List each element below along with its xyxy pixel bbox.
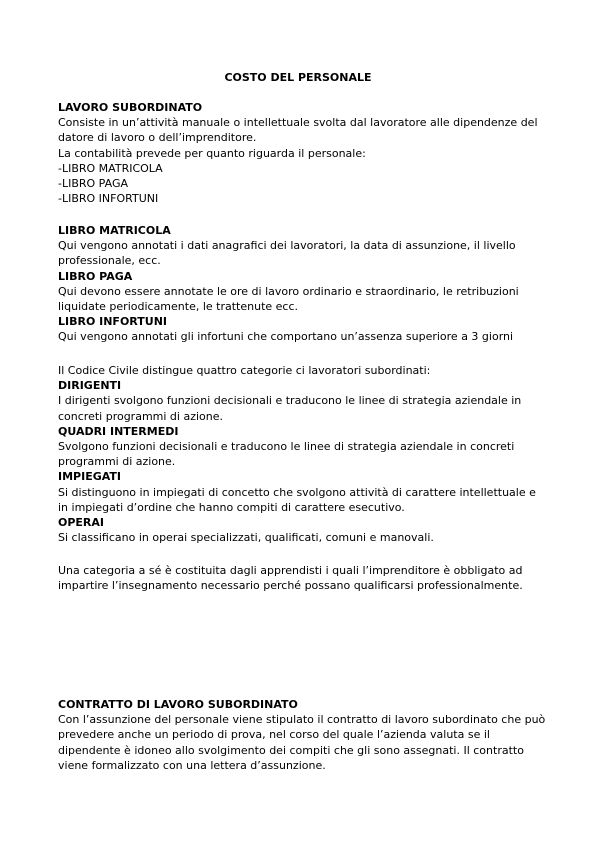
section-libri	[58, 223, 548, 345]
page-title: COSTO DEL PERSONALE	[224, 71, 372, 84]
libro-infortuni-text: Qui vengono annotati gli infortuni che comportano un’assenza superiore a 3 giorni	[58, 330, 514, 344]
lavoro-text: Consiste in un’attività manuale o intellettuale svolta dal lavoratore alle dipendenze del datore di lavoro o dell’imprenditore.	[58, 116, 538, 145]
libro-matricola-text: Qui vengono annotati i dati anagrafici dei lavoratori, la data di assunzione, il livello professionale, ecc.	[58, 239, 516, 268]
apprendisti-text: Una categoria a sé è costituita dagli apprendisti i quali l’imprenditore è obbligato ad impartire l’insegnamento necessario perché possano qualificarsi professionalmente.	[58, 564, 523, 593]
libro-paga-heading: LIBRO PAGA	[58, 269, 133, 283]
operai-text: Si classificano in operai specializzati, qualificati, comuni e manovali.	[58, 531, 434, 545]
dirigenti-text: I dirigenti svolgono funzioni decisionali e traducono le linee di strategia aziendale in concreti programmi di azione.	[58, 394, 522, 423]
libro-infortuni-heading: LIBRO INFORTUNI	[58, 315, 168, 329]
impiegati-heading: IMPIEGATI	[58, 470, 121, 484]
quadri-heading: QUADRI INTERMEDI	[58, 424, 179, 438]
contratto-heading: CONTRATTO DI LAVORO SUBORDINATO	[58, 698, 298, 711]
categorie-intro: Il Codice Civile distingue quattro categorie ci lavoratori subordinati:	[58, 364, 431, 377]
list-item: -LIBRO PAGA	[58, 177, 128, 191]
section-lavoro-subordinato	[58, 100, 548, 206]
section-apprendisti	[58, 563, 548, 593]
contratto-text: Con l’assunzione del personale viene stipulato il contratto di lavoro subordinato che può prevedere anche un periodo di prova, nel corso del quale l’azienda valuta se il dipendente è idoneo allo svolgimento dei compiti che gli sono assegnati. Il contratto viene formalizzato con una lettera d’assunzione.	[58, 713, 546, 772]
quadri-text: Svolgono funzioni decisionali e traducono le linee di strategia aziendale in concreti programmi di azione.	[58, 440, 515, 469]
impiegati-text: Si distinguono in impiegati di concetto che svolgono attività di carattere intellettuale e in impiegati d’ordine che hanno compiti di carattere esecutivo.	[58, 485, 536, 514]
section-contratto	[58, 697, 548, 773]
dirigenti-heading: DIRIGENTI	[58, 379, 122, 393]
libro-matricola-heading: LIBRO MATRICOLA	[58, 224, 171, 237]
contabilita-text: La contabilità prevede per quanto riguarda il personale:	[58, 146, 366, 160]
libro-paga-text: Qui devono essere annotate le ore di lavoro ordinario e straordinario, le retribuzioni liquidate periodicamente, le trattenute ecc.	[58, 284, 519, 314]
lavoro-heading: LAVORO SUBORDINATO	[58, 101, 203, 114]
list-item: -LIBRO INFORTUNI	[58, 192, 159, 206]
operai-heading: OPERAI	[58, 516, 105, 530]
section-categorie	[58, 363, 548, 545]
list-item: -LIBRO MATRICOLA	[58, 161, 163, 175]
